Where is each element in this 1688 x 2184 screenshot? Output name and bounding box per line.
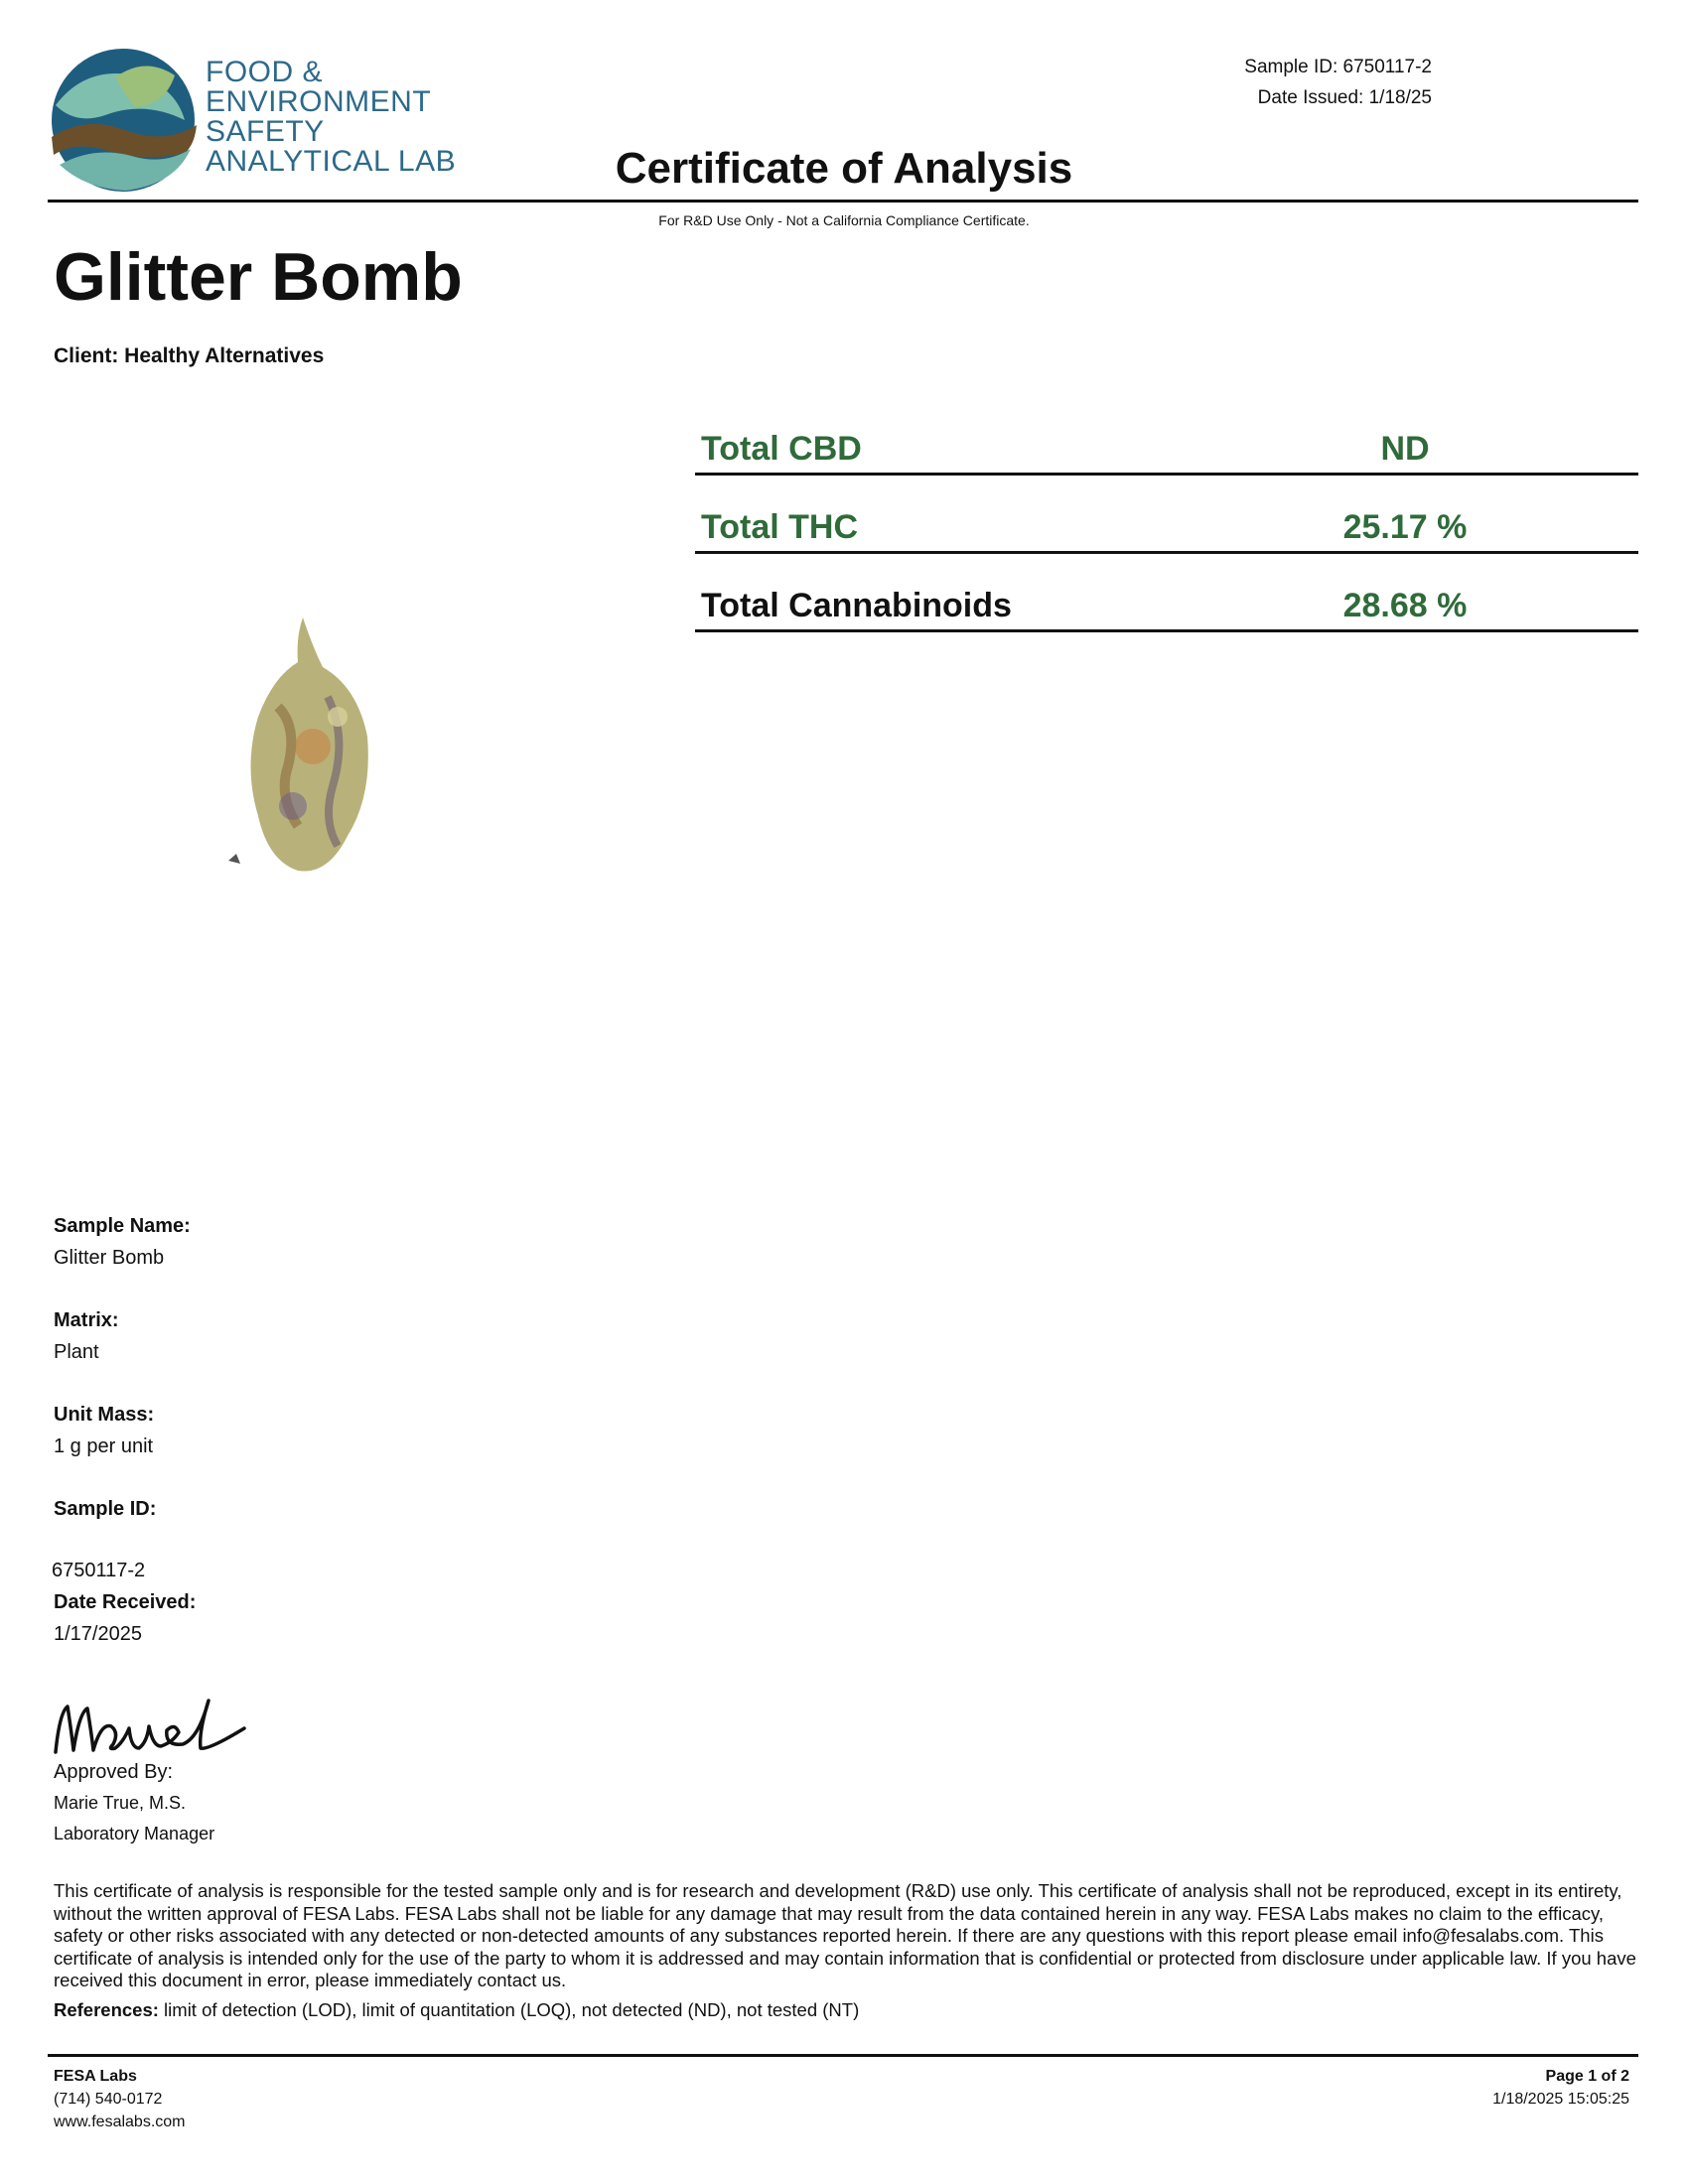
footer-company: FESA Labs	[54, 2068, 137, 2085]
page-number: Page 1 of 2	[1545, 2068, 1629, 2085]
summary-label: Total Cannabinoids	[701, 587, 1012, 624]
sample-name-label: Sample Name:	[54, 1215, 191, 1237]
footer-timestamp: 1/18/2025 15:05:25	[1492, 2091, 1629, 2108]
logo-line: SAFETY	[206, 115, 325, 148]
signature-image	[50, 1693, 258, 1762]
unit-mass-value: 1 g per unit	[54, 1435, 154, 1457]
references	[54, 1999, 859, 2021]
references-text: limit of detection (LOD), limit of quantitation (LOQ), not detected (ND), not tested (NT)	[158, 1999, 860, 2020]
footer-divider	[48, 2054, 1638, 2057]
summary-label: Total CBD	[701, 430, 862, 468]
cannabis-bud-image	[218, 608, 397, 886]
approver-name: Marie True, M.S.	[54, 1793, 187, 1813]
compliance-disclaimer: For R&D Use Only - Not a California Compliance Certificate.	[658, 212, 1030, 228]
potency-summary	[695, 397, 1638, 632]
sample-id-value-block	[52, 1555, 145, 1586]
header-date-issued: Date Issued: 1/18/25	[1257, 87, 1432, 108]
approved-by-label: Approved By:	[54, 1761, 174, 1783]
client-name: Client: Healthy Alternatives	[54, 344, 325, 367]
product-name: Glitter Bomb	[54, 239, 463, 315]
matrix-value: Plant	[54, 1341, 99, 1363]
sample-name-value: Glitter Bomb	[54, 1247, 165, 1269]
footer-website[interactable]: www.fesalabs.com	[54, 2114, 186, 2130]
unit-mass-label: Unit Mass:	[54, 1404, 155, 1426]
legal-disclaimer: This certificate of analysis is responsible for the tested sample only and is for research and development (R&D) use only. This certificate of analysis shall not be reproduced, except in its entirety, without the written approval of FESA Labs. FESA Labs shall not be liable for any damage that may result from the data contained herein in any way. FESA Labs makes no claim to the efficacy, safety or other risks associated with any detected or non-detected amounts of any substances reported herein. If there are any questions with this report please email info@fesalabs.com. This certificate of analysis is intended only for the use of the party to whom it is addressed and may contain information that is confidential or protected from disclosure under applicable law. If you have received this document in error, please immediately contact us.	[54, 1880, 1636, 1990]
date-received-label: Date Received:	[54, 1591, 197, 1613]
footer-contact	[54, 2065, 186, 2133]
sample-id-block	[54, 1493, 156, 1525]
logo-line: ANALYTICAL LAB	[206, 145, 457, 178]
summary-value: 28.68 %	[1342, 587, 1468, 624]
logo-line: FOOD &	[206, 56, 324, 88]
footer-page-info	[1492, 2065, 1629, 2111]
footer-phone: (714) 540-0172	[54, 2091, 163, 2108]
sample-name-block	[54, 1210, 191, 1274]
approval-block	[54, 1757, 214, 1849]
summary-value: 25.17 %	[1342, 508, 1468, 546]
matrix-label: Matrix:	[54, 1309, 119, 1331]
matrix-block	[54, 1304, 119, 1368]
header-sample-id: Sample ID: 6750117-2	[1244, 57, 1432, 77]
summary-row-total-cbd	[695, 397, 1638, 476]
references-label: References:	[54, 1999, 159, 2020]
approver-title: Laboratory Manager	[54, 1824, 215, 1843]
page-title: Certificate of Analysis	[615, 144, 1073, 193]
summary-row-total-thc	[695, 476, 1638, 554]
date-received-value: 1/17/2025	[54, 1623, 142, 1645]
logo-line: ENVIRONMENT	[206, 85, 432, 118]
header-divider	[48, 200, 1638, 203]
date-received-block	[54, 1586, 196, 1650]
summary-label: Total THC	[701, 508, 859, 546]
unit-mass-block	[54, 1399, 154, 1462]
sample-id-value: 6750117-2	[52, 1560, 146, 1581]
sample-id-label: Sample ID:	[54, 1498, 157, 1520]
summary-row-total-cannabinoids	[695, 554, 1638, 632]
summary-value: ND	[1380, 430, 1430, 468]
header-meta	[1244, 52, 1432, 113]
